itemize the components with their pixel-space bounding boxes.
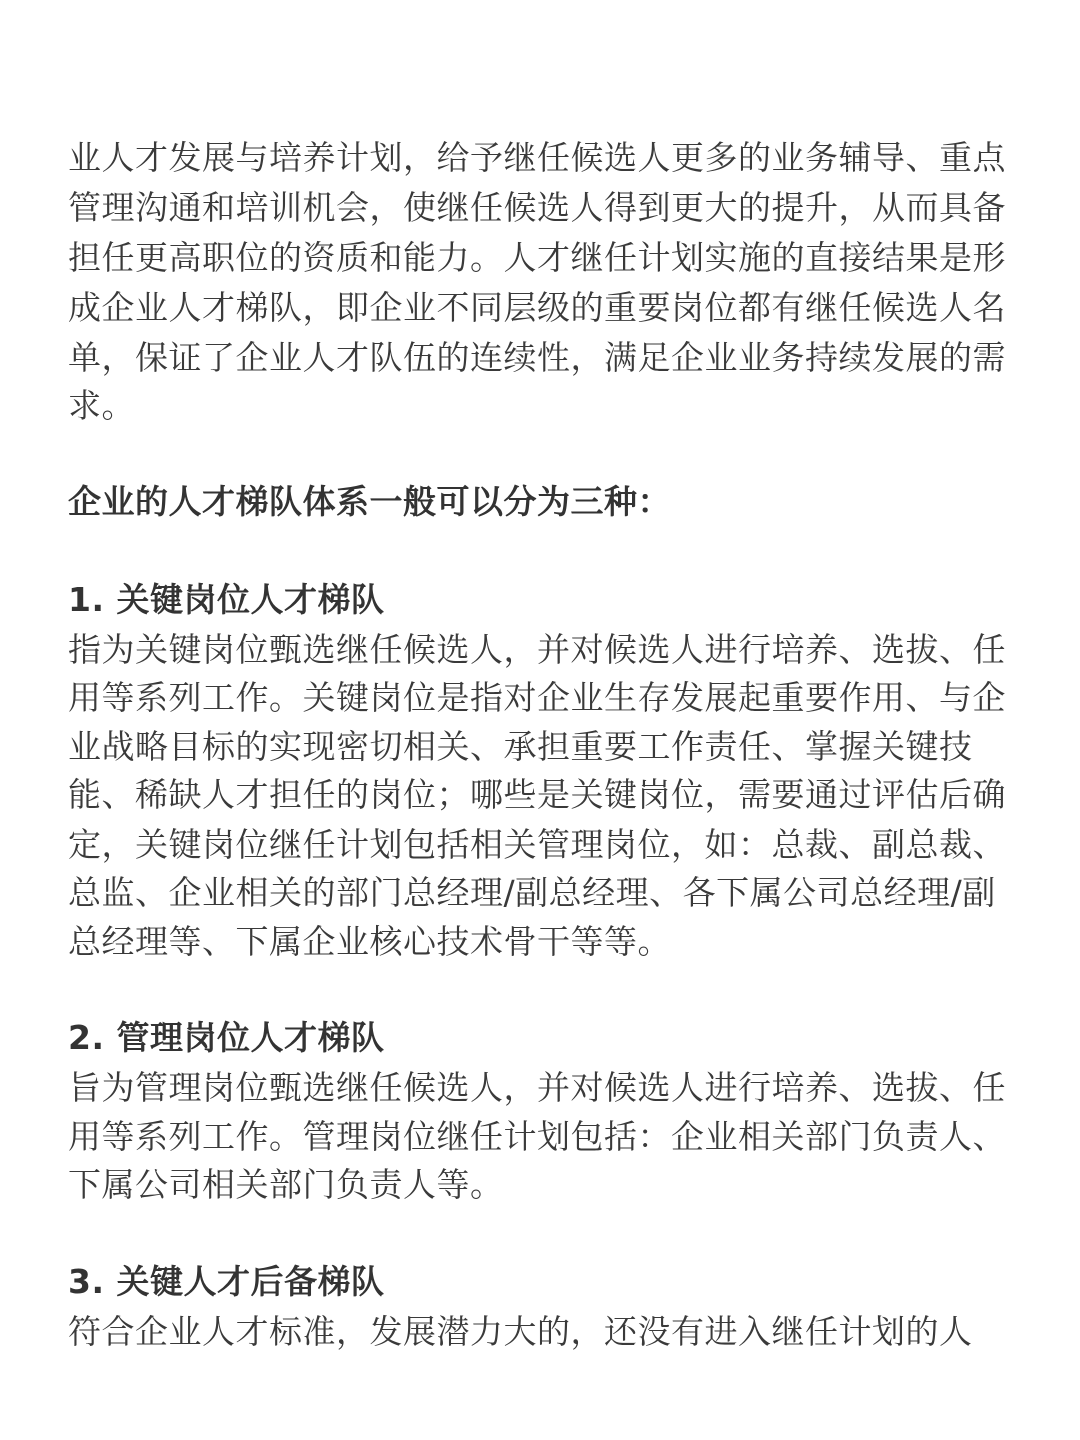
section-1-line: 总经理等、下属企业核心技术骨干等等。 bbox=[68, 922, 671, 961]
section-1-line: 定，关键岗位继任计划包括相关管理岗位，如：总裁、副总裁、 bbox=[68, 825, 1006, 864]
section-heading-1: 1. 关键岗位人才梯队 bbox=[68, 580, 385, 619]
intro-line: 单，保证了企业人才队伍的连续性，满足企业业务持续发展的需 bbox=[68, 338, 1006, 377]
section-2-line: 旨为管理岗位甄选继任候选人，并对候选人进行培养、选拔、任 bbox=[68, 1068, 1006, 1107]
section-2-line: 下属公司相关部门负责人等。 bbox=[68, 1165, 504, 1204]
section-1-line: 用等系列工作。关键岗位是指对企业生存发展起重要作用、与企 bbox=[68, 678, 1006, 717]
section-1-line: 总监、企业相关的部门总经理/副总经理、各下属公司总经理/副 bbox=[68, 873, 996, 912]
intro-line: 管理沟通和培训机会，使继任候选人得到更大的提升，从而具备 bbox=[68, 188, 1006, 227]
intro-line: 求。 bbox=[68, 386, 135, 425]
intro-line: 业人才发展与培养计划，给予继任候选人更多的业务辅导、重点 bbox=[68, 138, 1006, 177]
section-2-line: 用等系列工作。管理岗位继任计划包括：企业相关部门负责人、 bbox=[68, 1117, 1006, 1156]
intro-line: 成企业人才梯队，即企业不同层级的重要岗位都有继任候选人名 bbox=[68, 288, 1006, 327]
section-1-line: 能、稀缺人才担任的岗位；哪些是关键岗位，需要通过评估后确 bbox=[68, 775, 1006, 814]
section-heading-3: 3. 关键人才后备梯队 bbox=[68, 1262, 385, 1301]
section-3-line: 符合企业人才标准，发展潜力大的，还没有进入继任计划的人 bbox=[68, 1312, 973, 1351]
section-1-line: 业战略目标的实现密切相关、承担重要工作责任、掌握关键技 bbox=[68, 727, 973, 766]
section-1-line: 指为关键岗位甄选继任候选人，并对候选人进行培养、选拔、任 bbox=[68, 630, 1006, 669]
lead-heading: 企业的人才梯队体系一般可以分为三种： bbox=[68, 482, 671, 521]
section-heading-2: 2. 管理岗位人才梯队 bbox=[68, 1018, 385, 1057]
intro-line: 担任更高职位的资质和能力。人才继任计划实施的直接结果是形 bbox=[68, 238, 1006, 277]
